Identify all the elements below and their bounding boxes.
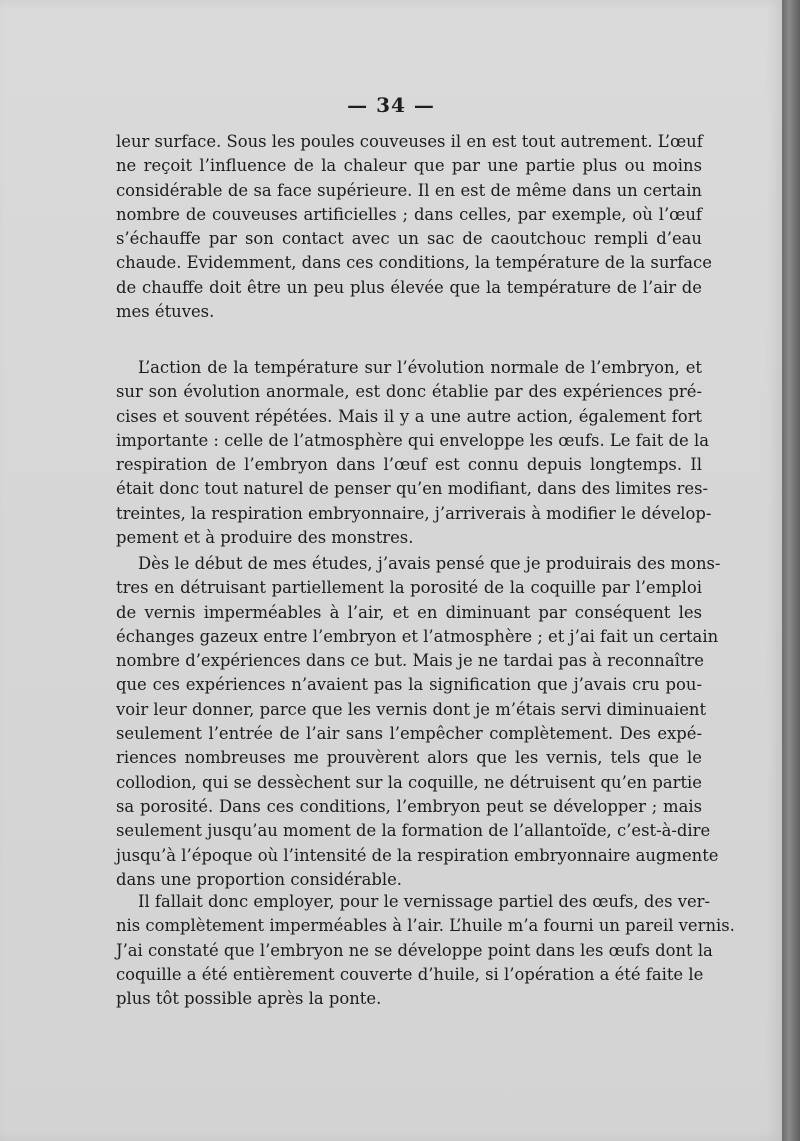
- text-line: Dès le début de mes études, j’avais pensé que je produirais des mons-: [138, 554, 721, 573]
- text-line: nombre d’expériences dans ce but. Mais je ne tardai pas à reconnaître: [116, 651, 704, 671]
- text-line: tres en détruisant partiellement la porosité de la coquille par l’emploi: [116, 578, 702, 598]
- text-line: était donc tout naturel de penser qu’en modifiant, dans des limites res-: [116, 479, 709, 499]
- text-line: cises et souvent répétées. Mais il y a une autre action, également fort: [116, 406, 702, 426]
- text-line: échanges gazeux entre l’embryon et l’atmosphère ; et j’ai fait un certain: [116, 626, 719, 646]
- text-line: chaude. Evidemment, dans ces conditions, la température de la surface: [116, 253, 712, 273]
- paragraph-2: [116, 356, 712, 550]
- text-line: voir leur donner, parce que les vernis dont je m’étais servi diminuaient: [116, 699, 707, 719]
- text-line: s’échauffe par son contact avec un sac de caoutchouc rempli d’eau: [116, 229, 702, 249]
- text-line: treintes, la respiration embryonnaire, j’arriverais à modifier le dévelop-: [116, 503, 712, 523]
- text-line: dans une proportion considérable.: [116, 869, 403, 889]
- text-line: seulement jusqu’au moment de la formation de l’allantoïde, c’est-à-dire: [116, 821, 711, 841]
- text-line: collodion, qui se dessèchent sur la coquille, ne détruisent qu’en partie: [116, 772, 702, 792]
- text-line: sa porosité. Dans ces conditions, l’embryon peut se développer ; mais: [116, 796, 702, 816]
- text-line: importante : celle de l’atmosphère qui enveloppe les œufs. Le fait de la: [116, 430, 709, 450]
- page-number: — 34 —: [347, 93, 435, 117]
- text-line: jusqu’à l’époque où l’intensité de la respiration embryonnaire augmente: [116, 845, 719, 865]
- text-line: Il fallait donc employer, pour le vernissage partiel des œufs, des ver-: [138, 892, 711, 911]
- text-line: plus tôt possible après la ponte.: [116, 989, 382, 1009]
- text-line: riences nombreuses me prouvèrent alors que les vernis, tels que le: [116, 748, 702, 768]
- text-line: ne reçoit l’influence de la chaleur que par une partie plus ou moins: [116, 156, 702, 176]
- text-line: coquille a été entièrement couverte d’huile, si l’opération a été faite le: [116, 964, 704, 984]
- paragraph-4: [116, 890, 735, 1011]
- text-line: sur son évolution anormale, est donc établie par des expériences pré-: [116, 382, 702, 402]
- paragraph-3: [116, 552, 721, 892]
- text-line: leur surface. Sous les poules couveuses il en est tout autrement. L’œuf: [116, 132, 703, 151]
- text-line: J’ai constaté que l’embryon ne se développe point dans les œufs dont la: [116, 940, 713, 960]
- text-line: nombre de couveuses artificielles ; dans celles, par exemple, où l’œuf: [116, 204, 702, 224]
- page-edge-shadow: [782, 0, 800, 1141]
- text-line: de vernis imperméables à l’air, et en diminuant par conséquent les: [116, 602, 702, 622]
- text-line: L’action de la température sur l’évolution normale de l’embryon, et: [138, 358, 702, 377]
- text-line: seulement l’entrée de l’air sans l’empêcher complètement. Des expé-: [116, 724, 702, 744]
- paragraph-1: [116, 130, 712, 324]
- text-line: que ces expériences n’avaient pas la signification que j’avais cru pou-: [116, 675, 702, 695]
- text-line: pement et à produire des monstres.: [116, 528, 414, 548]
- text-line: considérable de sa face supérieure. Il en est de même dans un certain: [116, 180, 702, 200]
- text-line: de chauffe doit être un peu plus élevée que la température de l’air de: [116, 277, 702, 297]
- text-line: mes étuves.: [116, 302, 215, 322]
- text-line: respiration de l’embryon dans l’œuf est connu depuis longtemps. Il: [116, 455, 702, 475]
- text-line: nis complètement imperméables à l’air. L’huile m’a fourni un pareil vernis.: [116, 916, 735, 936]
